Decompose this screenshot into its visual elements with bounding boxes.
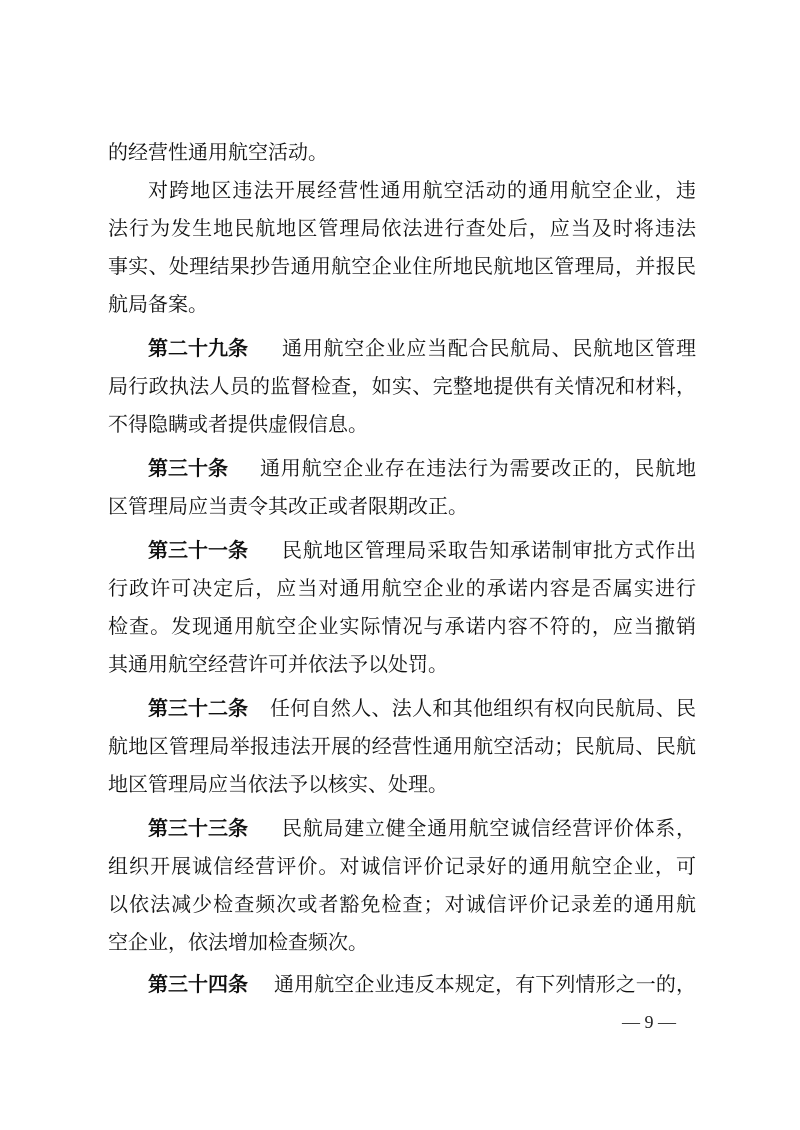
line-text: 航地区管理局举报违法开展的经营性通用航空活动；民航局、民航 xyxy=(108,734,696,758)
line-text: 对跨地区违法开展经营性通用航空活动的通用航空企业，违 xyxy=(148,178,696,202)
article-heading: 第三十三条 xyxy=(148,816,248,840)
line-text: 航局备案。 xyxy=(108,292,208,316)
page-number: — 9 — xyxy=(622,1012,676,1032)
line-text: 任何自然人、法人和其他组织有权向民航局、民 xyxy=(270,696,696,720)
line-text: 其通用航空经营许可并依法予以处罚。 xyxy=(108,652,448,676)
article-heading: 第三十一条 xyxy=(148,538,248,562)
article-heading: 第三十条 xyxy=(148,456,228,480)
article-heading: 第二十九条 xyxy=(148,336,248,360)
line-text: 通用航空企业存在违法行为需要改正的，民航地 xyxy=(260,456,696,480)
line-text: 民航局建立健全通用航空诚信经营评价体系， xyxy=(282,816,696,840)
line-text: 行政许可决定后，应当对通用航空企业的承诺内容是否属实进行 xyxy=(108,576,696,600)
line-text: 的经营性通用航空活动。 xyxy=(108,140,328,164)
line-text: 民航地区管理局采取告知承诺制审批方式作出 xyxy=(282,538,696,562)
line-text: 事实、处理结果抄告通用航空企业住所地民航地区管理局，并报民 xyxy=(108,254,696,278)
line-text: 通用航空企业应当配合民航局、民航地区管理 xyxy=(282,336,696,360)
line-text: 区管理局应当责令其改正或者限期改正。 xyxy=(108,494,468,518)
line-text: 空企业，依法增加检查频次。 xyxy=(108,930,368,954)
line-text: 组织开展诚信经营评价。对诚信评价记录好的通用航空企业，可 xyxy=(108,854,696,878)
article-heading: 第三十四条 xyxy=(148,972,248,996)
line-text: 不得隐瞒或者提供虚假信息。 xyxy=(108,412,368,436)
line-text: 地区管理局应当依法予以核实、处理。 xyxy=(108,772,448,796)
line-text: 检查。发现通用航空企业实际情况与承诺内容不符的，应当撤销 xyxy=(108,614,696,638)
line-text: 通用航空企业违反本规定，有下列情形之一的， xyxy=(274,972,696,996)
line-text: 局行政执法人员的监督检查，如实、完整地提供有关情况和材料， xyxy=(108,374,696,398)
line-text: 以依法减少检查频次或者豁免检查；对诚信评价记录差的通用航 xyxy=(108,892,696,916)
line-text: 法行为发生地民航地区管理局依法进行查处后，应当及时将违法 xyxy=(108,216,696,240)
article-heading: 第三十二条 xyxy=(148,696,248,720)
